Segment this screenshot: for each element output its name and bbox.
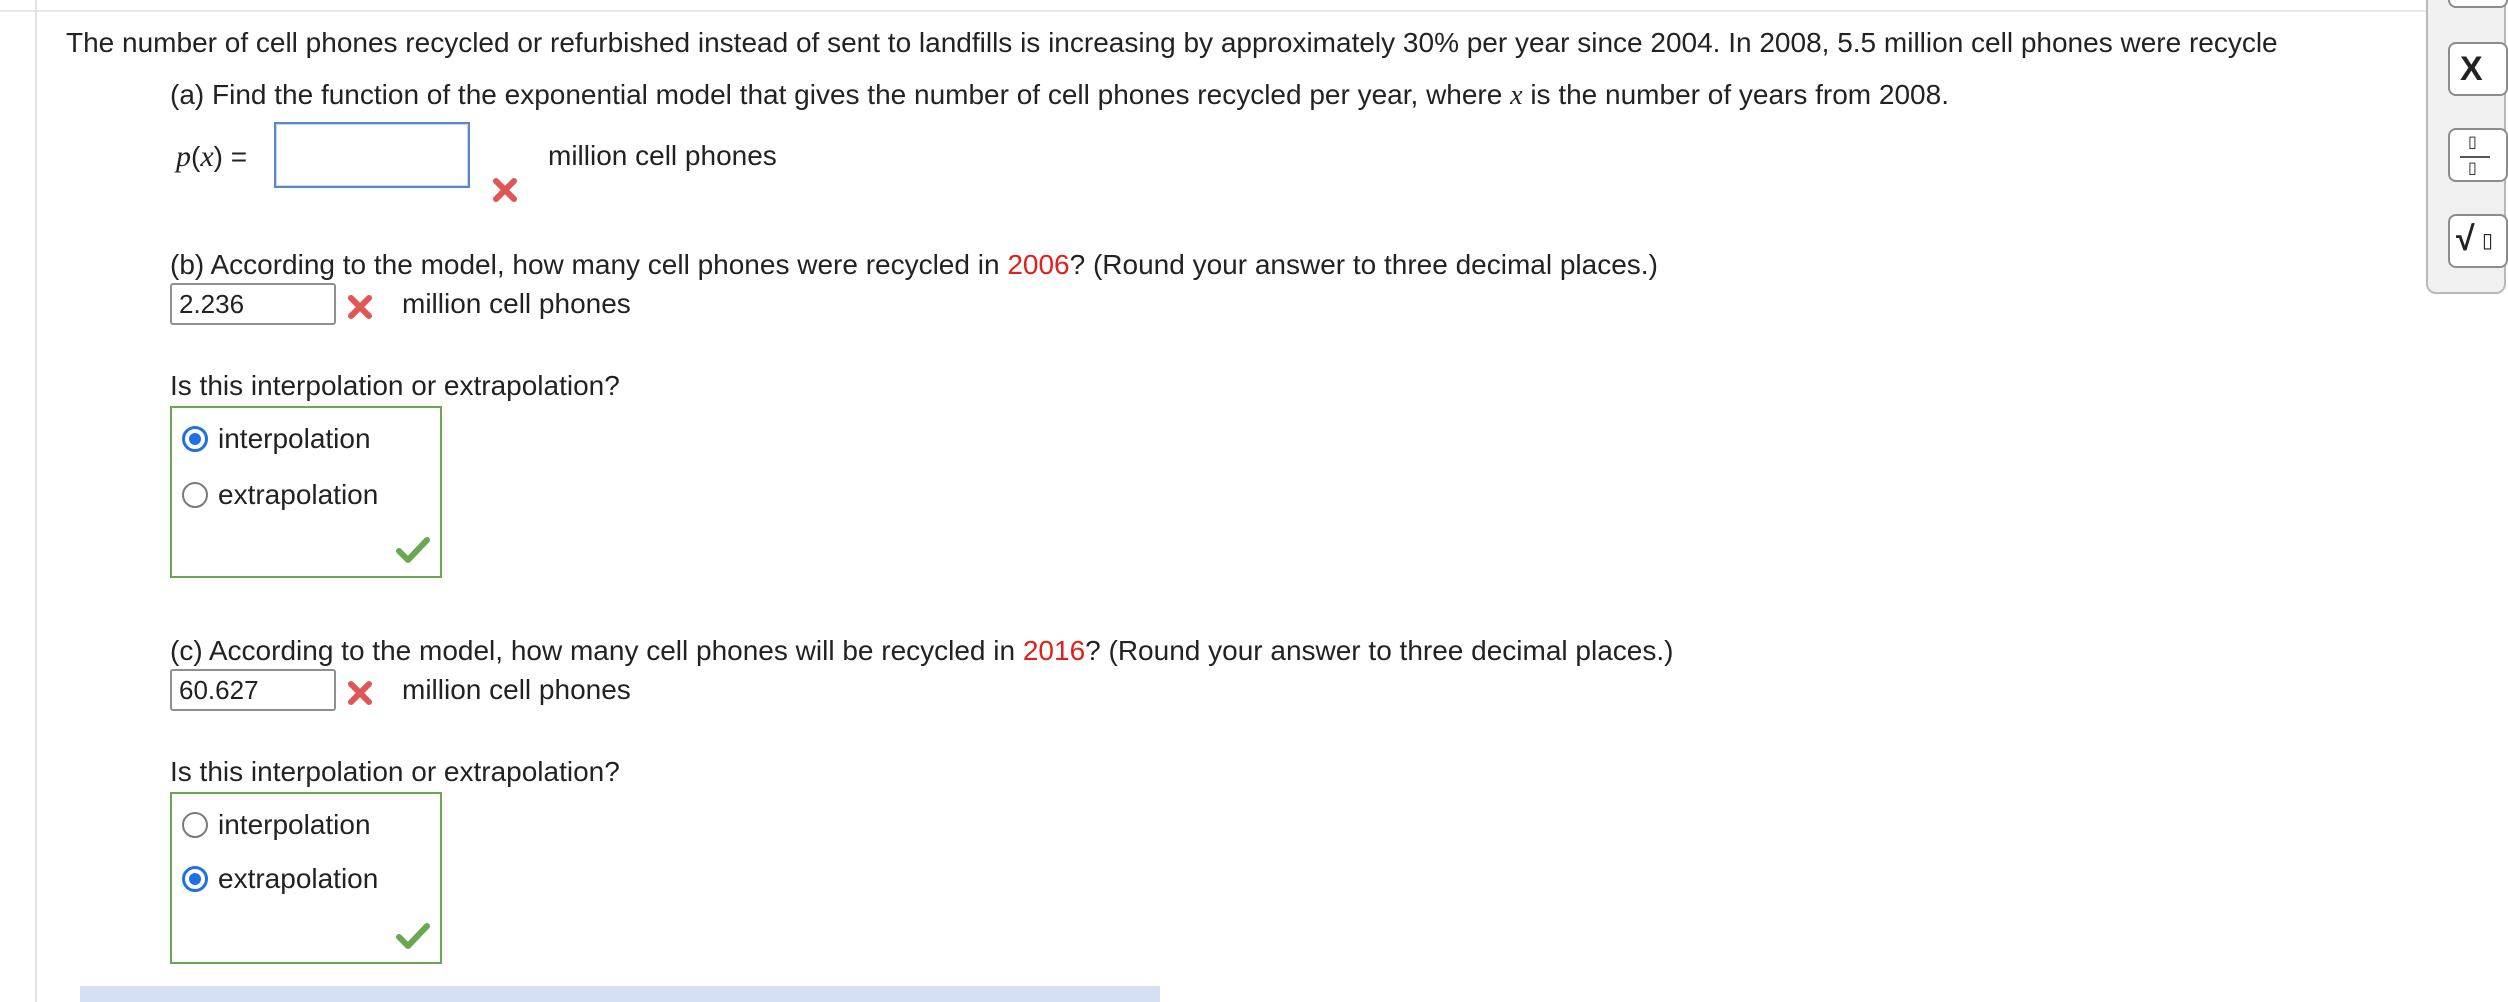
fraction-button[interactable] — [2448, 128, 2508, 182]
part-c-year: 2016 — [1022, 635, 1086, 666]
part-c-answer-input[interactable]: 60.627 — [170, 669, 336, 711]
left-divider — [35, 0, 37, 1002]
incorrect-x-icon — [345, 292, 375, 322]
math-toolbar — [2426, 0, 2506, 294]
part-c-followup: Is this interpolation or extrapolation? — [170, 756, 620, 787]
part-c-choice-group — [170, 792, 442, 964]
incorrect-x-icon — [345, 678, 375, 708]
sqrt-button[interactable] — [2448, 214, 2508, 268]
part-a-unit: million cell phones — [548, 140, 777, 171]
part-a-variable: x — [1510, 80, 1523, 111]
part-b-radio-extrapolation[interactable] — [182, 482, 208, 508]
part-c-prompt: (c) According to the model, how many cell phones will be recycled in 2016? (Round your answer to three decimal places.) — [170, 635, 1674, 666]
sqrt-placeholder: ▯ — [2482, 230, 2494, 252]
part-a-prompt: (a) Find the function of the exponential model that gives the number of cell phones recycled per year, where x is the number of years from 2008. — [170, 79, 1949, 111]
part-c-option-interpolation[interactable]: interpolation — [218, 809, 371, 840]
part-b-radio-interpolation[interactable] — [182, 426, 208, 452]
top-divider — [0, 10, 2430, 12]
variable-button[interactable]: X — [2448, 42, 2508, 96]
part-b-answer-input[interactable]: 2.236 — [170, 283, 336, 325]
function-label: p(x) = — [176, 140, 248, 173]
incorrect-x-icon — [490, 175, 520, 205]
bottom-strip — [80, 986, 1160, 1002]
fraction-denominator: ▯ — [2468, 160, 2477, 177]
part-c-unit: million cell phones — [402, 674, 631, 705]
part-b-unit: million cell phones — [402, 288, 631, 319]
part-b-year: 2006 — [1007, 249, 1070, 280]
function-input[interactable] — [274, 122, 470, 188]
part-c-radio-interpolation[interactable] — [182, 812, 208, 838]
part-c-option-extrapolation[interactable]: extrapolation — [218, 863, 379, 894]
part-b-prompt: (b) According to the model, how many cell phones were recycled in 2006? (Round your answer to three decimal places.) — [170, 249, 1658, 280]
correct-check-icon — [396, 922, 430, 950]
sqrt-icon: √ — [2456, 220, 2475, 258]
part-b-option-extrapolation[interactable]: extrapolation — [218, 479, 379, 510]
part-b-followup: Is this interpolation or extrapolation? — [170, 370, 620, 401]
fraction-numerator: ▯ — [2468, 134, 2477, 151]
correct-check-icon — [396, 536, 430, 564]
toolbar-button-top[interactable] — [2448, 0, 2508, 8]
question-intro: The number of cell phones recycled or refurbished instead of sent to landfills is increasing by approximately 30% per year since 2004. In 2008, 5.5 million cell phones were recycle — [66, 27, 2278, 58]
part-b-option-interpolation[interactable]: interpolation — [218, 423, 371, 454]
part-c-radio-extrapolation[interactable] — [182, 866, 208, 892]
part-b-choice-group — [170, 406, 442, 578]
